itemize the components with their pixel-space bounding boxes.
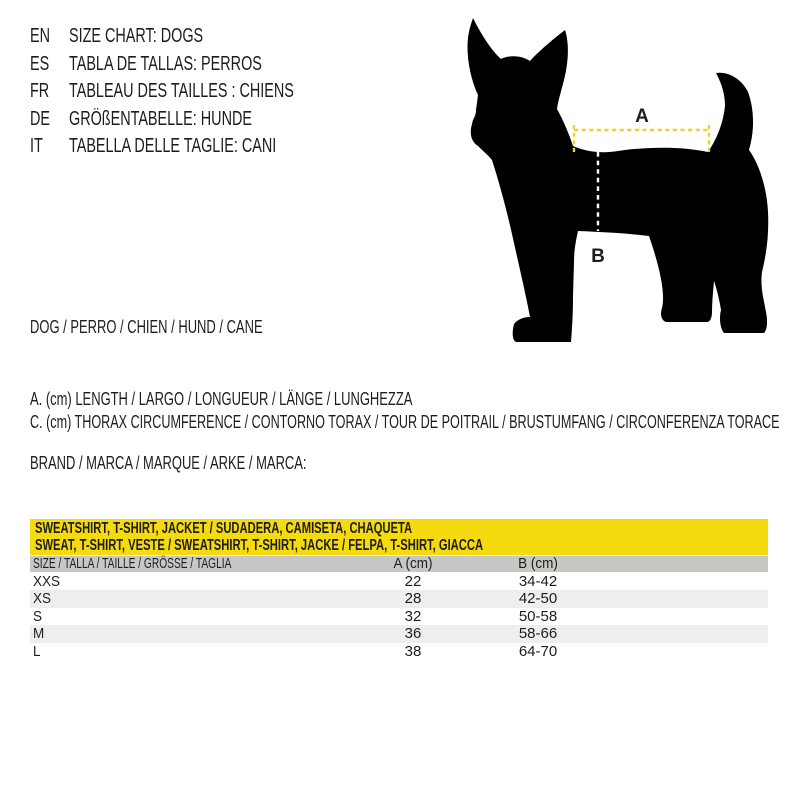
dog-measurement-diagram: [440, 0, 800, 360]
table-row-xs: [30, 590, 768, 608]
cell-a: 28: [404, 590, 422, 607]
col-a-label: A (cm): [393, 555, 433, 572]
lang-code: EN: [30, 25, 51, 47]
table-row-l: [30, 643, 768, 661]
lang-row-de: [0, 107, 440, 131]
lang-code: ES: [30, 52, 50, 75]
cell-size: L: [33, 642, 41, 660]
lang-row-fr: [0, 79, 440, 103]
legend-length-line: A. (cm) LENGTH / LARGO / LONGUEUR / LÄNGE / LUNGHEZZA: [30, 389, 413, 409]
cell-size: XS: [33, 590, 52, 607]
cell-a: 22: [404, 572, 422, 590]
table-row-s: [30, 608, 768, 626]
cell-size: S: [33, 607, 43, 625]
table-row-m: [30, 625, 768, 643]
cell-b: 64-70: [518, 642, 558, 660]
lang-title: TABELLA DELLE TAGLIE: CANI: [69, 135, 277, 157]
cell-b: 50-58: [518, 607, 558, 625]
lang-row-en: [0, 24, 440, 48]
lang-code: DE: [30, 107, 51, 130]
brand-line: BRAND / MARCA / MARQUE / ARKE / MARCA:: [30, 453, 307, 473]
col-size-label: SIZE / TALLA / TAILLE / GRÖSSE / TAGLIA: [33, 555, 232, 572]
lang-title: GRÖßENTABELLE: HUNDE: [69, 107, 252, 130]
column-header-row: [30, 556, 768, 572]
col-b-label: B (cm): [518, 555, 558, 572]
banner-line-1: SWEATSHIRT, T-SHIRT, JACKET / SUDADERA, CAMISETA, CHAQUETA: [35, 520, 413, 537]
size-table: [30, 519, 768, 660]
cell-b: 42-50: [518, 590, 558, 607]
table-banner: [30, 519, 768, 555]
cell-b: 58-66: [518, 625, 558, 642]
cell-a: 38: [404, 642, 422, 660]
lang-code: IT: [30, 135, 43, 157]
measure-label-b: B: [591, 246, 605, 267]
lang-row-es: [0, 52, 440, 76]
banner-line-2: SWEAT, T-SHIRT, VESTE / SWEATSHIRT, T-SHIRT, JACKE / FELPA, T-SHIRT, GIACCA: [35, 537, 484, 554]
cell-a: 32: [404, 607, 422, 625]
cell-size: XXS: [33, 572, 61, 590]
legend-thorax-line: C. (cm) THORAX CIRCUMFERENCE / CONTORNO TORAX / TOUR DE POITRAIL / BRUSTUMFANG / CIRCONFERENZA TORACE: [30, 412, 780, 432]
lang-title: SIZE CHART: DOGS: [69, 25, 204, 47]
animal-caption: DOG / PERRO / CHIEN / HUND / CANE: [30, 317, 263, 337]
cell-a: 36: [404, 625, 422, 642]
cell-size: M: [33, 625, 45, 642]
lang-title: TABLEAU DES TAILLES : CHIENS: [69, 80, 294, 102]
lang-title: TABLA DE TALLAS: PERROS: [69, 52, 262, 75]
lang-row-it: [0, 134, 440, 158]
cell-b: 34-42: [518, 572, 558, 590]
table-row-xxs: [30, 573, 768, 591]
dog-silhouette: [467, 18, 768, 342]
measure-label-a: A: [635, 106, 649, 127]
lang-code: FR: [30, 80, 50, 102]
